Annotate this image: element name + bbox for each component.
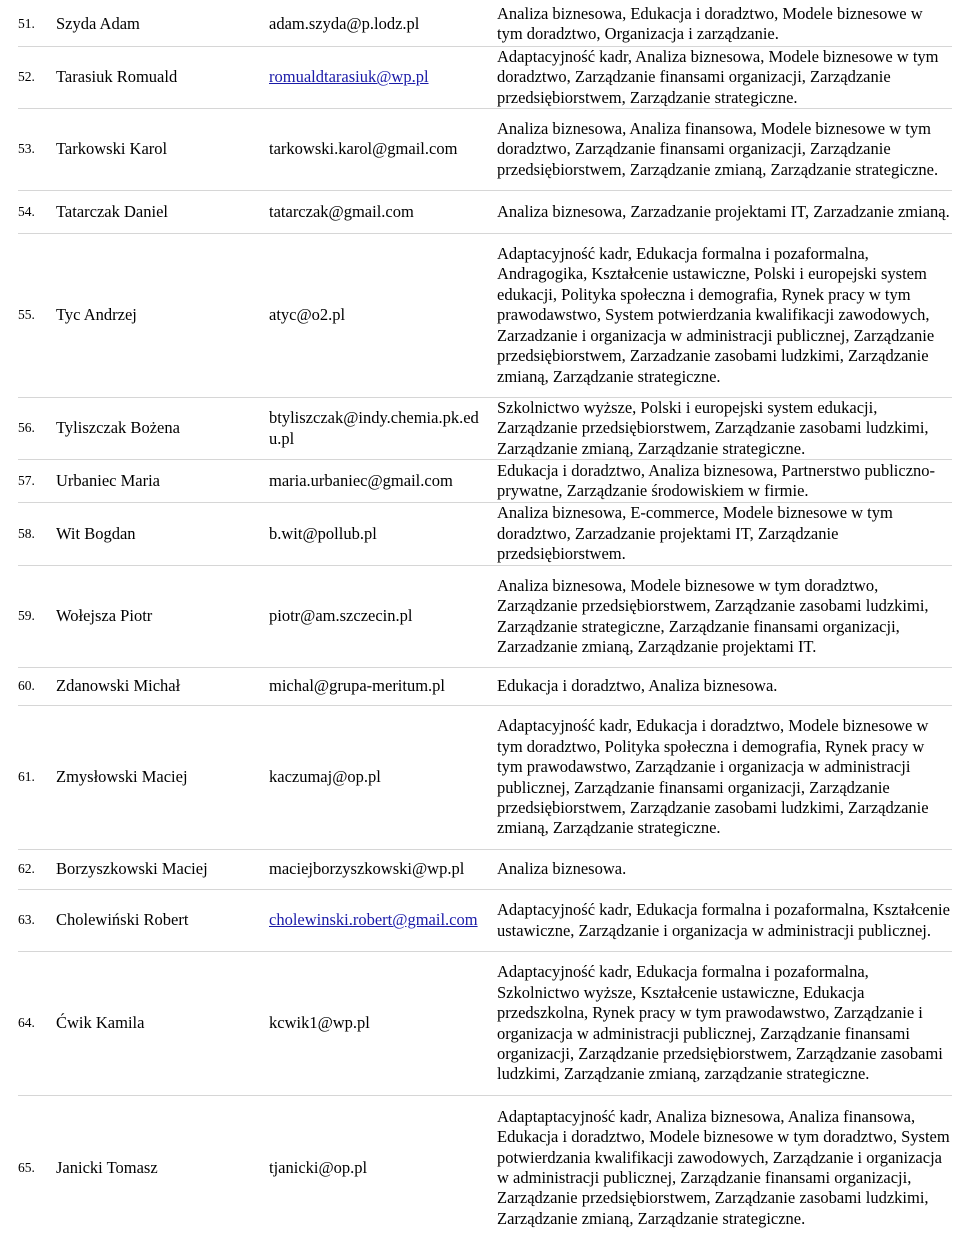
email-address: tjanicki@op.pl xyxy=(269,1157,368,1177)
person-name: Cholewiński Robert xyxy=(56,910,189,930)
table-row xyxy=(18,2,952,47)
person-name: Tyc Andrzej xyxy=(56,305,137,325)
email-address: piotr@am.szczecin.pl xyxy=(269,606,413,626)
expertise-areas-text: Edukacja i doradztwo, Analiza biznesowa. xyxy=(497,676,778,696)
expertise-areas-text: Analiza biznesowa, Modele biznesowe w tym doradztwo, Zarządzanie przedsiębiorstwem, Zarządzanie zasobami ludzkimi, Zarządzanie strategiczne, Zarządzanie finansami organizacji, Zarzadzanie zmianą, Zarządzanie projektami IT. xyxy=(497,575,929,656)
row-number: 57. xyxy=(18,472,35,488)
email-address: maria.urbaniec@gmail.com xyxy=(269,470,453,490)
table-row xyxy=(18,1096,952,1240)
email-address: michal@grupa-meritum.pl xyxy=(269,676,446,696)
person-name: Janicki Tomasz xyxy=(56,1157,158,1177)
table-row xyxy=(18,109,952,191)
person-name: Ćwik Kamila xyxy=(56,1013,145,1033)
person-name: Tyliszczak Bożena xyxy=(56,418,180,438)
expertise-areas-text: Szkolnictwo wyższe, Polski i europejski system edukacji, Zarządzanie przedsiębiorstwem, Zarządzanie zasobami ludzkimi, Zarządzanie zmianą, Zarządzanie strategiczne. xyxy=(497,397,929,458)
person-name: Urbaniec Maria xyxy=(56,470,160,490)
expertise-areas xyxy=(497,234,952,397)
email-address: btyliszczak@indy.chemia.pk.edu.pl xyxy=(269,408,479,448)
table-row xyxy=(18,460,952,503)
email-address: b.wit@pollub.pl xyxy=(269,523,377,543)
person-name: Zmysłowski Maciej xyxy=(56,767,188,787)
expertise-areas-text: Analiza biznesowa. xyxy=(497,859,627,879)
email-address: atyc@o2.pl xyxy=(269,305,346,325)
table-row xyxy=(18,566,952,668)
expertise-areas xyxy=(497,890,952,951)
expertise-areas xyxy=(497,47,952,108)
expertise-areas xyxy=(497,109,952,190)
table-row xyxy=(18,398,952,460)
person-name: Tarasiuk Romuald xyxy=(56,67,178,87)
row-number: 65. xyxy=(18,1159,35,1175)
row-number: 60. xyxy=(18,678,35,694)
table-row xyxy=(18,234,952,398)
row-number: 63. xyxy=(18,912,35,928)
expertise-areas-text: Adaptacyjność kadr, Edukacja formalna i pozaformalna, Kształcenie ustawiczne, Zarządzanie i organizacja w administracji publicznej. xyxy=(497,900,950,940)
expertise-areas-text: Adaptaptacyjność kadr, Analiza biznesowa, Analiza finansowa, Edukacja i doradztwo, Modele biznesowe w tym doradztwo, System potwierdzania kwalifikacji zawodowych, Zarządzanie i organizacja w administracji publicznej, Zarządzanie finansami organizacji, Zarządzanie przedsiębiorstwem, Zarządzanie zasobami ludzkimi, Zarządzanie zmianą, Zarządzanie strategiczne. xyxy=(497,1106,950,1228)
row-number: 64. xyxy=(18,1015,35,1031)
expertise-areas-text: Analiza biznesowa, Analiza finansowa, Modele biznesowe w tym doradztwo, Zarządzanie finansami organizacji, Zarządzanie przedsiębiorstwem, Zarządzanie zmianą, Zarządzanie strategiczne. xyxy=(497,118,939,179)
email-link[interactable]: cholewinski.robert@gmail.com xyxy=(269,910,478,930)
expertise-areas xyxy=(497,1096,952,1240)
expertise-areas xyxy=(497,566,952,667)
expertise-areas xyxy=(497,398,952,459)
expertise-areas-text: Analiza biznesowa, Zarzadzanie projektami IT, Zarzadzanie zmianą. xyxy=(497,201,950,221)
row-number: 62. xyxy=(18,861,35,877)
email-address: maciejborzyszkowski@wp.pl xyxy=(269,859,465,879)
row-number: 58. xyxy=(18,525,35,541)
expertise-areas xyxy=(497,706,952,849)
row-number: 54. xyxy=(18,203,35,219)
email-address: kcwik1@wp.pl xyxy=(269,1013,370,1033)
expertise-areas xyxy=(497,191,952,233)
expertise-areas xyxy=(497,503,952,565)
email-address: kaczumaj@op.pl xyxy=(269,767,381,787)
row-number: 53. xyxy=(18,141,35,157)
table-row xyxy=(18,503,952,566)
expertise-areas xyxy=(497,952,952,1095)
expertise-areas xyxy=(497,2,952,46)
table-row xyxy=(18,191,952,234)
row-number: 59. xyxy=(18,608,35,624)
email-link[interactable]: romualdtarasiuk@wp.pl xyxy=(269,67,429,87)
expertise-areas-text: Adaptacyjność kadr, Edukacja i doradztwo, Modele biznesowe w tym doradztwo, Polityka społeczna i demografia, Rynek pracy w tym prawodawstwo, Zarządzanie i organizacja w administracji publicznej, Zarządzanie finansami organizacji, Zarządzanie przedsiębiorstwem, Zarządzanie zasobami ludzkimi, Zarządzanie zmianą, Zarządzanie strategiczne. xyxy=(497,716,929,838)
person-name: Tarkowski Karol xyxy=(56,139,168,159)
expertise-areas-text: Adaptacyjność kadr, Analiza biznesowa, Modele biznesowe w tym doradztwo, Zarządzanie finansami organizacji, Zarządzanie przedsiębiorstwem, Zarządzanie strategiczne. xyxy=(497,46,939,107)
expertise-areas-text: Analiza biznesowa, Edukacja i doradztwo, Modele biznesowe w tym doradztwo, Organizacja i zarządzanie. xyxy=(497,3,923,43)
person-name: Tatarczak Daniel xyxy=(56,201,168,221)
person-name: Szyda Adam xyxy=(56,13,140,33)
person-name: Zdanowski Michał xyxy=(56,676,181,696)
table-row xyxy=(18,952,952,1096)
row-number: 61. xyxy=(18,769,35,785)
table-row xyxy=(18,668,952,706)
table-row xyxy=(18,47,952,109)
row-number: 56. xyxy=(18,420,35,436)
row-number: 51. xyxy=(18,15,35,31)
expertise-areas xyxy=(497,850,952,889)
expertise-areas-text: Analiza biznesowa, E-commerce, Modele biznesowe w tym doradztwo, Zarzadzanie projektami IT, Zarządzanie przedsiębiorstwem. xyxy=(497,503,893,564)
expertise-areas-text: Adaptacyjność kadr, Edukacja formalna i pozaformalna, Andragogika, Kształcenie ustawiczne, Polski i europejski system edukacji, Polityka społeczna i demografia, Rynek pracy w tym prawodawstwo, System potwierdzania kwalifikacji zawodowych, Zarzadzanie i organizacja w administracji publicznej, Zarządzanie przedsiębiorstwem, Zarzadzanie zasobami ludzkimi, Zarządzanie zmianą, Zarządzanie strategiczne. xyxy=(497,244,935,386)
expertise-areas-text: Adaptacyjność kadr, Edukacja formalna i pozaformalna, Szkolnictwo wyższe, Kształcenie ustawiczne, Edukacja przedszkolna, Rynek pracy w tym prawodawstwo, Zarządzanie i organizacja w administracji publicznej, Zarządzanie finansami organizacji, Zarządzanie przedsiębiorstwem, Zarządzanie zasobami ludzkimi, Zarządzanie zmianą, zarządzanie strategiczne. xyxy=(497,962,943,1084)
email-address: tatarczak@gmail.com xyxy=(269,201,414,221)
person-name: Wit Bogdan xyxy=(56,523,136,543)
email-address: adam.szyda@p.lodz.pl xyxy=(269,13,420,33)
person-name: Borzyszkowski Maciej xyxy=(56,859,208,879)
email-address: tarkowski.karol@gmail.com xyxy=(269,139,458,159)
expertise-areas xyxy=(497,668,952,705)
table-row xyxy=(18,850,952,890)
table-row xyxy=(18,890,952,952)
table-row xyxy=(18,706,952,850)
expertise-areas-text: Edukacja i doradztwo, Analiza biznesowa, Partnerstwo publiczno-prywatne, Zarządzanie środowiskiem w firmie. xyxy=(497,460,936,500)
person-name: Wołejsza Piotr xyxy=(56,606,153,626)
row-number: 55. xyxy=(18,307,35,323)
expertise-areas xyxy=(497,460,952,502)
row-number: 52. xyxy=(18,69,35,85)
